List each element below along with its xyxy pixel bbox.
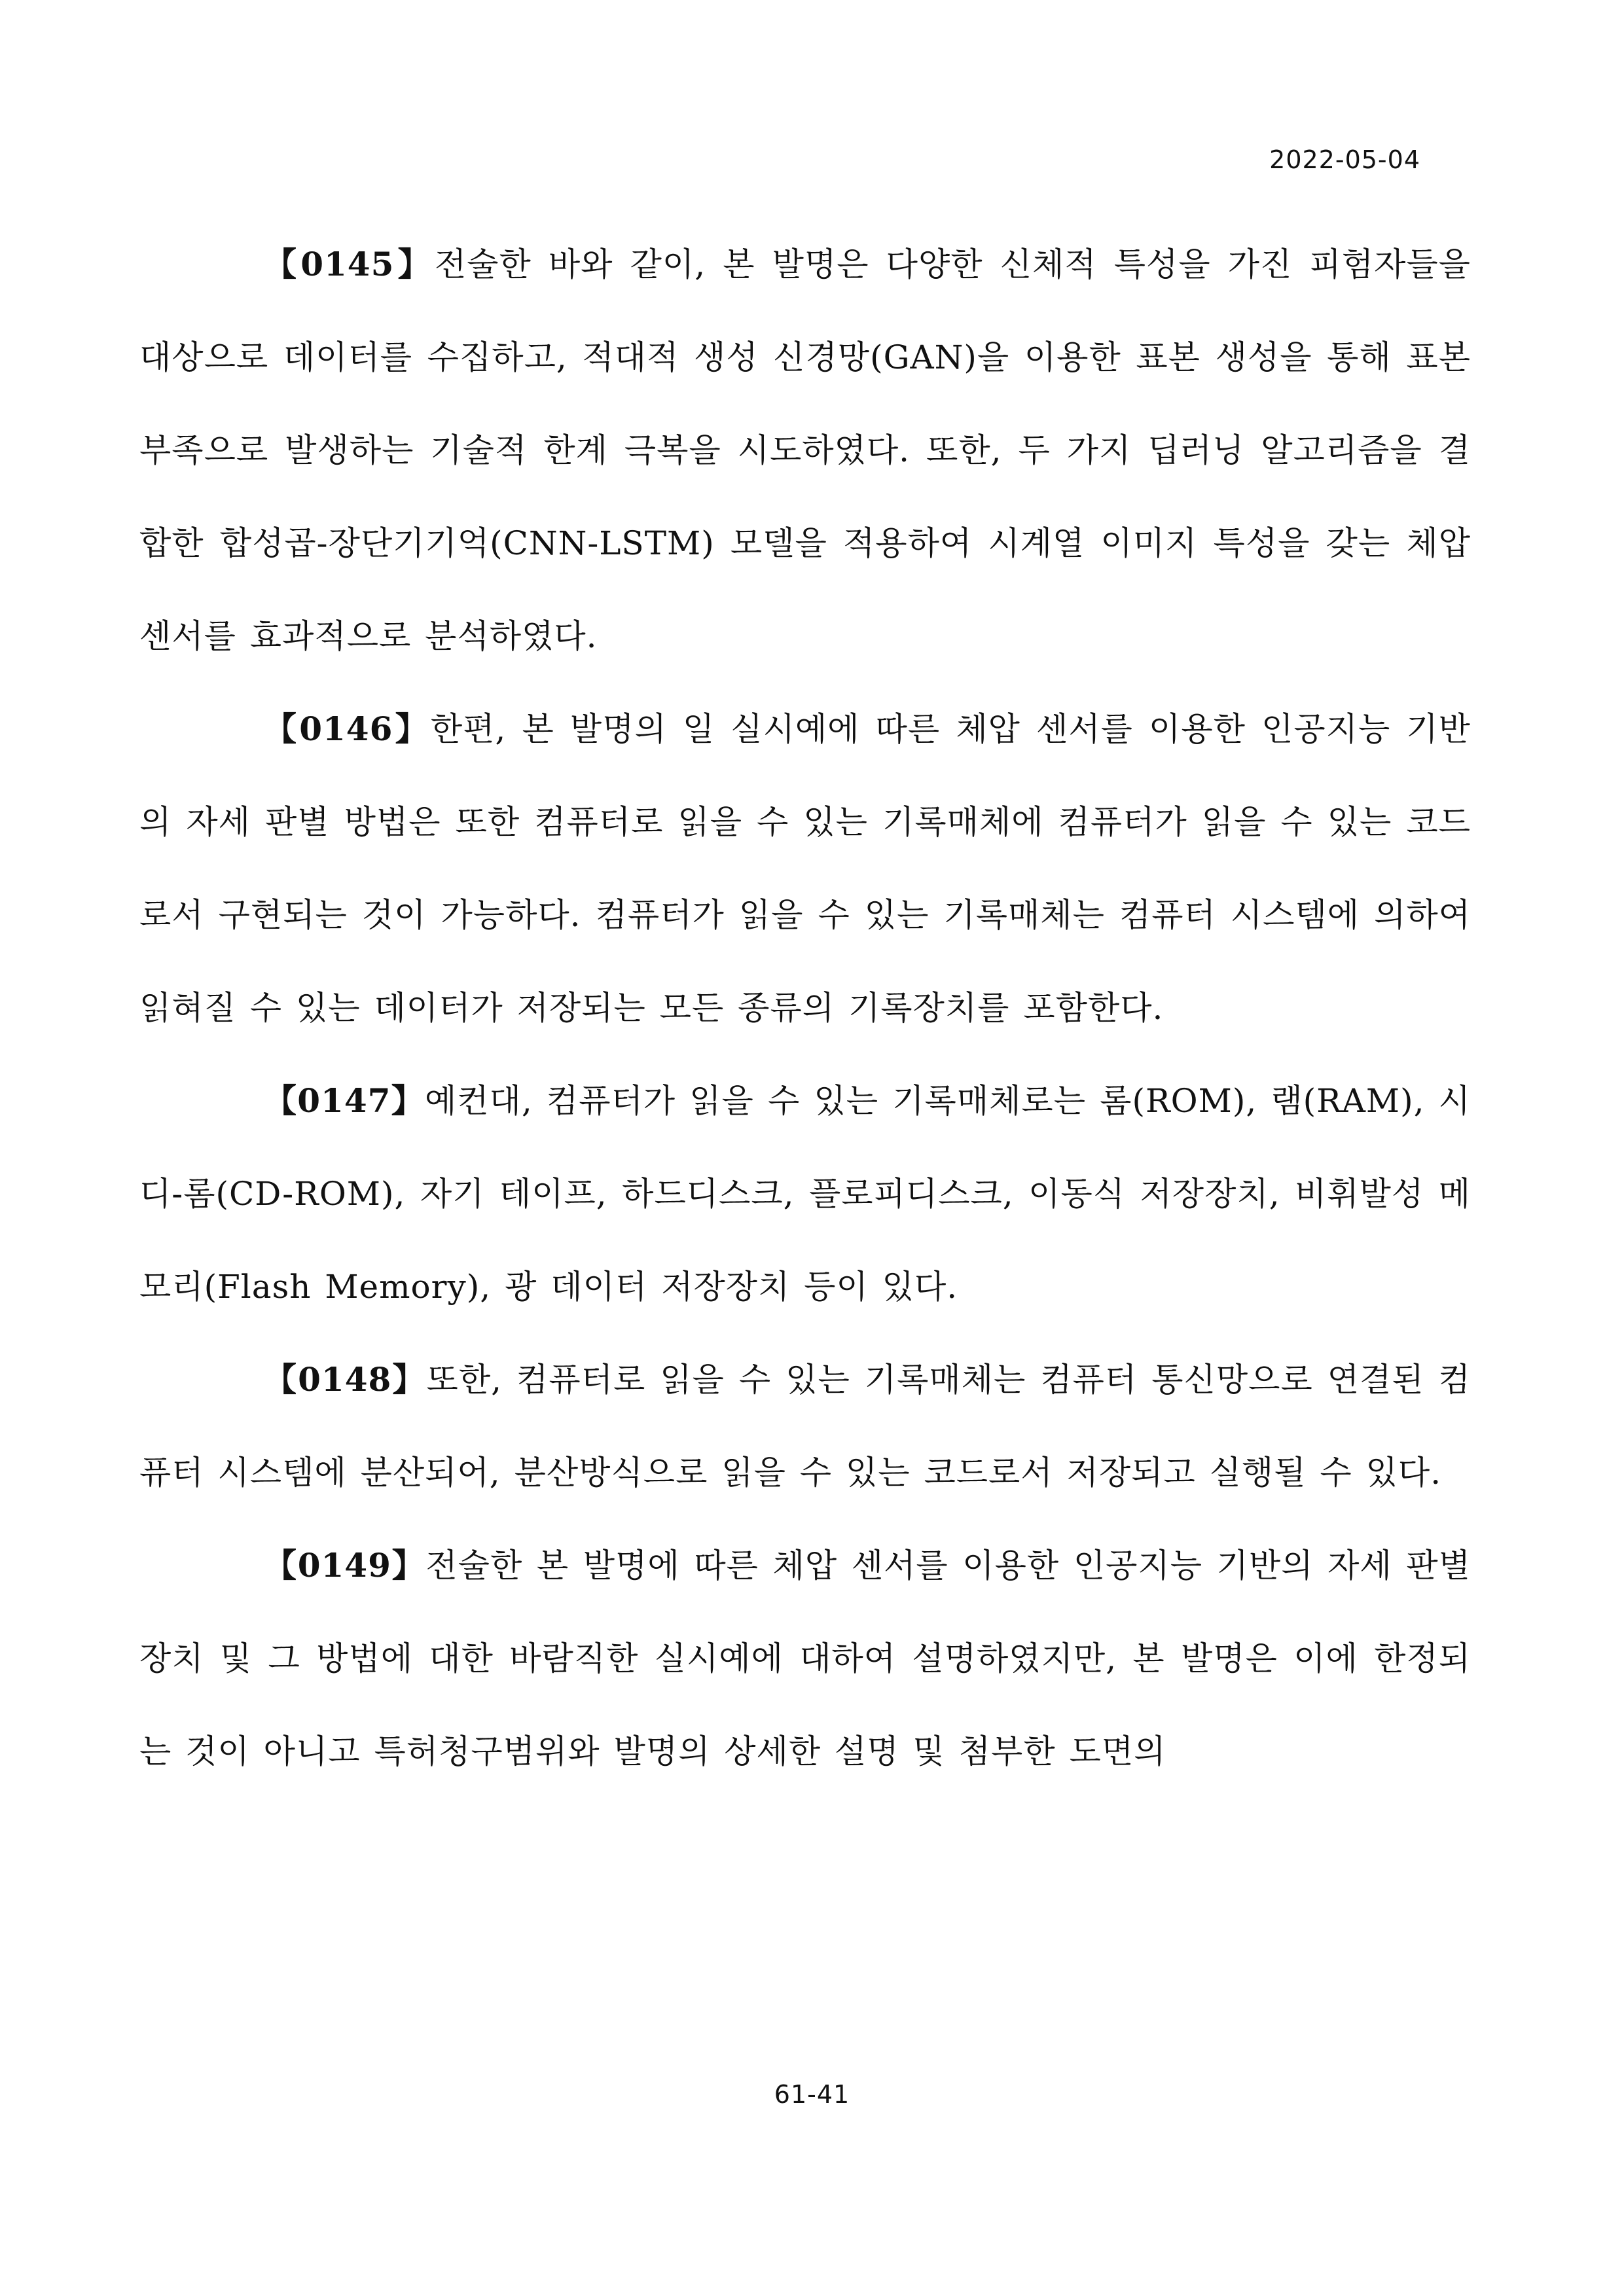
paragraph-number: 【0147】 — [264, 1081, 425, 1120]
paragraph-text: 전술한 본 발명에 따른 체압 센서를 이용한 인공지능 기반의 자세 판별 장치 및 그 방법에 대한 바람직한 실시예에 대하여 설명하였지만, 본 발명은 이에 한정되는 것이 아니고 특허청구범위와 발명의 상세한 설명 및 첨부한 도면의 — [139, 1547, 1471, 1770]
paragraph-0148 — [139, 1333, 1471, 1519]
paragraph-0147 — [139, 1054, 1471, 1333]
document-body — [139, 218, 1471, 1798]
paragraph-number: 【0146】 — [264, 709, 431, 748]
paragraph-0149 — [139, 1519, 1471, 1798]
paragraph-number: 【0149】 — [264, 1546, 426, 1585]
paragraph-text: 전술한 바와 같이, 본 발명은 다양한 신체적 특성을 가진 피험자들을 대상으로 데이터를 수집하고, 적대적 생성 신경망(GAN)을 이용한 표본 생성을 통해 표본 부족으로 발생하는 기술적 한계 극복을 시도하였다. 또한, 두 가지 딥러닝 알고리즘을 결합한 합성곱-장단기기억(CNN-LSTM) 모델을 적용하여 시계열 이미지 특성을 갖는 체압 센서를 효과적으로 분석하였다. — [139, 245, 1471, 655]
paragraph-0145 — [139, 218, 1471, 683]
paragraph-text: 예컨대, 컴퓨터가 읽을 수 있는 기록매체로는 롬(ROM), 램(RAM), 시디-롬(CD-ROM), 자기 테이프, 하드디스크, 플로피디스크, 이동식 저장장치, 비휘발성 메모리(Flash Memory), 광 데이터 저장장치 등이 있다. — [139, 1082, 1471, 1306]
document-date: 2022-05-04 — [1269, 145, 1420, 174]
paragraph-number: 【0145】 — [264, 245, 435, 283]
paragraph-0146 — [139, 683, 1471, 1054]
paragraph-number: 【0148】 — [264, 1360, 427, 1399]
paragraph-text: 한편, 본 발명의 일 실시예에 따른 체압 센서를 이용한 인공지능 기반의 자세 판별 방법은 또한 컴퓨터로 읽을 수 있는 기록매체에 컴퓨터가 읽을 수 있는 코드로서 구현되는 것이 가능하다. 컴퓨터가 읽을 수 있는 기록매체는 컴퓨터 시스템에 의하여 읽혀질 수 있는 데이터가 저장되는 모든 종류의 기록장치를 포함한다. — [139, 710, 1471, 1027]
paragraph-text: 또한, 컴퓨터로 읽을 수 있는 기록매체는 컴퓨터 통신망으로 연결된 컴퓨터 시스템에 분산되어, 분산방식으로 읽을 수 있는 코드로서 저장되고 실행될 수 있다. — [139, 1361, 1471, 1492]
page-number: 61-41 — [774, 2080, 850, 2109]
